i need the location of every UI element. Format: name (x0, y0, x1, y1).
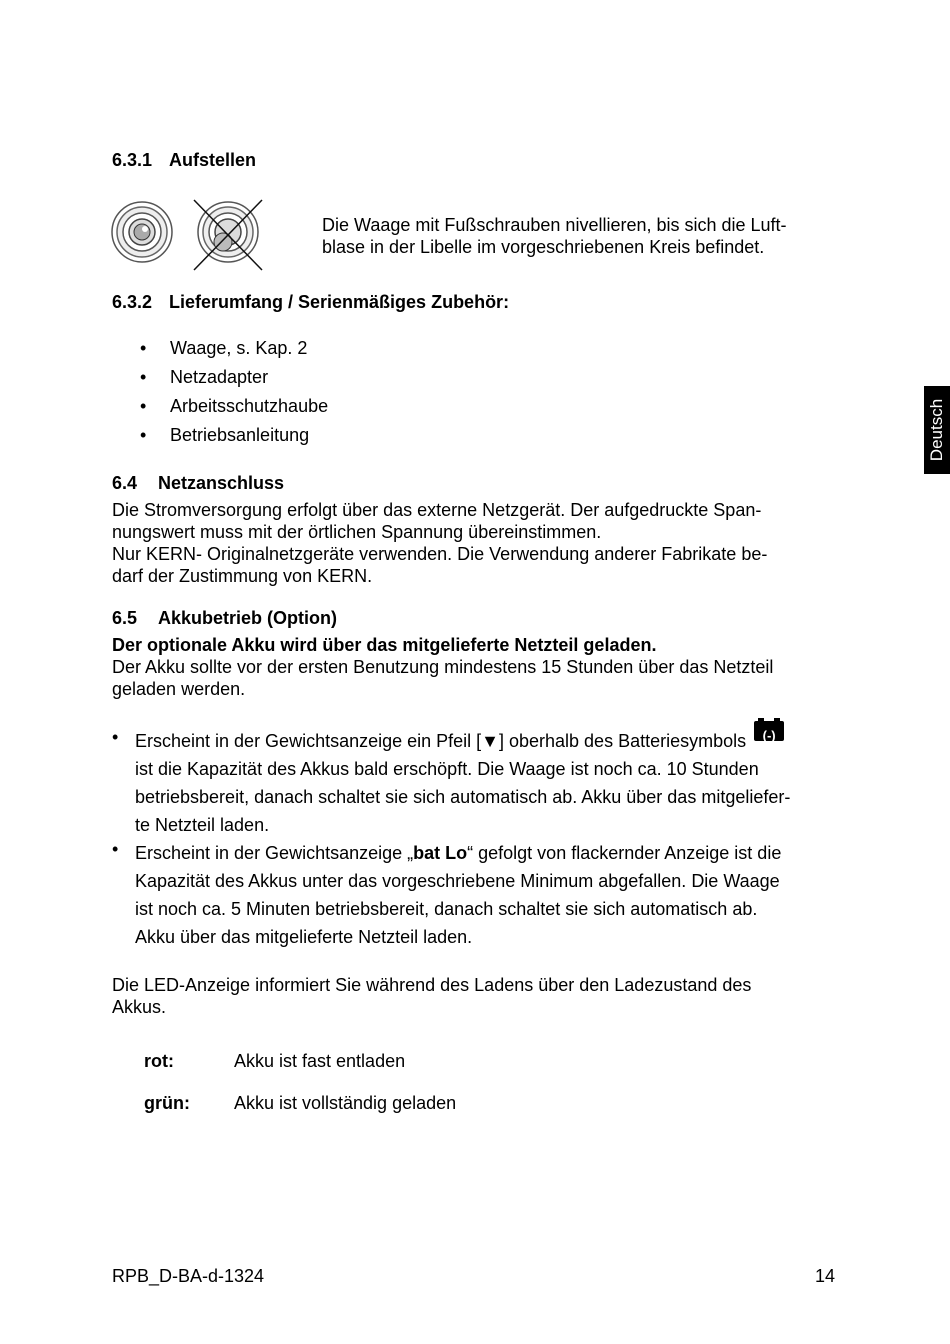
heading-number: 6.5 (112, 608, 138, 628)
text-line: ist die Kapazität des Akkus bald erschöpft. Die Waage ist noch ca. 10 Stunden (135, 759, 759, 779)
text-line: Der Akku sollte vor der ersten Benutzung mindestens 15 Stunden über das Netzteil (112, 657, 774, 677)
text-line: darf der Zustimmung von KERN. (112, 566, 373, 586)
text-line: Akkus. (112, 997, 167, 1017)
text-line: geladen werden. (112, 679, 246, 699)
page-number: 14 (815, 1266, 836, 1286)
leveling-text-line: Die Waage mit Fußschrauben nivellieren, bis sich die Luft- (322, 215, 787, 235)
leveling-text (322, 214, 787, 258)
heading-title: Aufstellen (169, 150, 257, 170)
level-bubble-illustration (110, 196, 270, 274)
heading-6-4 (112, 473, 285, 494)
text-line: Kapazität des Akkus unter das vorgeschriebene Minimum abgefallen. Die Waage (135, 871, 780, 891)
footer-doc-id: RPB_D-BA-d-1324 (112, 1266, 265, 1286)
text-line: Erscheint in der Gewichtsanzeige ein Pfeil [▼] oberhalb des Batteriesymbols (135, 731, 747, 751)
led-value: Akku ist vollständig geladen (234, 1093, 457, 1113)
leveling-text-line: blase in der Libelle im vorgeschriebenen Kreis befindet. (322, 237, 765, 257)
battery-intro (112, 634, 773, 700)
list-item: • Betriebsanleitung (140, 425, 310, 445)
list-item: • Arbeitsschutzhaube (140, 396, 329, 416)
correct-level-icon (112, 202, 172, 262)
text-line: Akku über das mitgelieferte Netzteil laden. (135, 927, 473, 947)
led-intro (112, 974, 751, 1018)
battery-icon: (-) (754, 721, 784, 741)
heading-title: Netzanschluss (158, 473, 285, 493)
text-line: ist noch ca. 5 Minuten betriebsbereit, danach schaltet sie sich automatisch ab. (135, 899, 758, 919)
text-line: Die Stromversorgung erfolgt über das externe Netzgerät. Der aufgedruckte Span- (112, 500, 762, 520)
power-connection-text (112, 499, 767, 587)
language-tab (924, 386, 950, 474)
text-line: betriebsbereit, danach schaltet sie sich automatisch ab. Akku über das mitgeliefer- (135, 787, 791, 807)
heading-6-5 (112, 608, 337, 629)
led-label: grün: (144, 1093, 190, 1113)
text-line: Nur KERN- Originalnetzgeräte verwenden. Die Verwendung anderer Fabrikate be- (112, 544, 768, 564)
heading-number: 6.4 (112, 473, 138, 493)
list-item: • Netzadapter (140, 367, 269, 387)
bat-lo-label: bat Lo (413, 843, 468, 863)
heading-6-3-1 (112, 150, 257, 171)
heading-title: Akkubetrieb (Option) (158, 608, 337, 628)
heading-title: Lieferumfang / Serienmäßiges Zubehör: (169, 292, 510, 312)
text-line: nungswert muss mit der örtlichen Spannung übereinstimmen. (112, 522, 602, 542)
list-item: • Waage, s. Kap. 2 (140, 338, 308, 358)
text-line: te Netzteil laden. (135, 815, 270, 835)
text-line: Die LED-Anzeige informiert Sie während des Ladens über den Ladezustand des (112, 975, 752, 995)
heading-number: 6.3.1 (112, 150, 153, 170)
led-label: rot: (144, 1051, 174, 1071)
heading-6-3-2 (112, 292, 510, 313)
bold-text-line: Der optionale Akku wird über das mitgelieferte Netzteil geladen. (112, 635, 657, 655)
language-tab-label: Deutsch (927, 398, 946, 462)
heading-number: 6.3.2 (112, 292, 153, 312)
led-value: Akku ist fast entladen (234, 1051, 406, 1071)
incorrect-level-icon (194, 200, 262, 270)
